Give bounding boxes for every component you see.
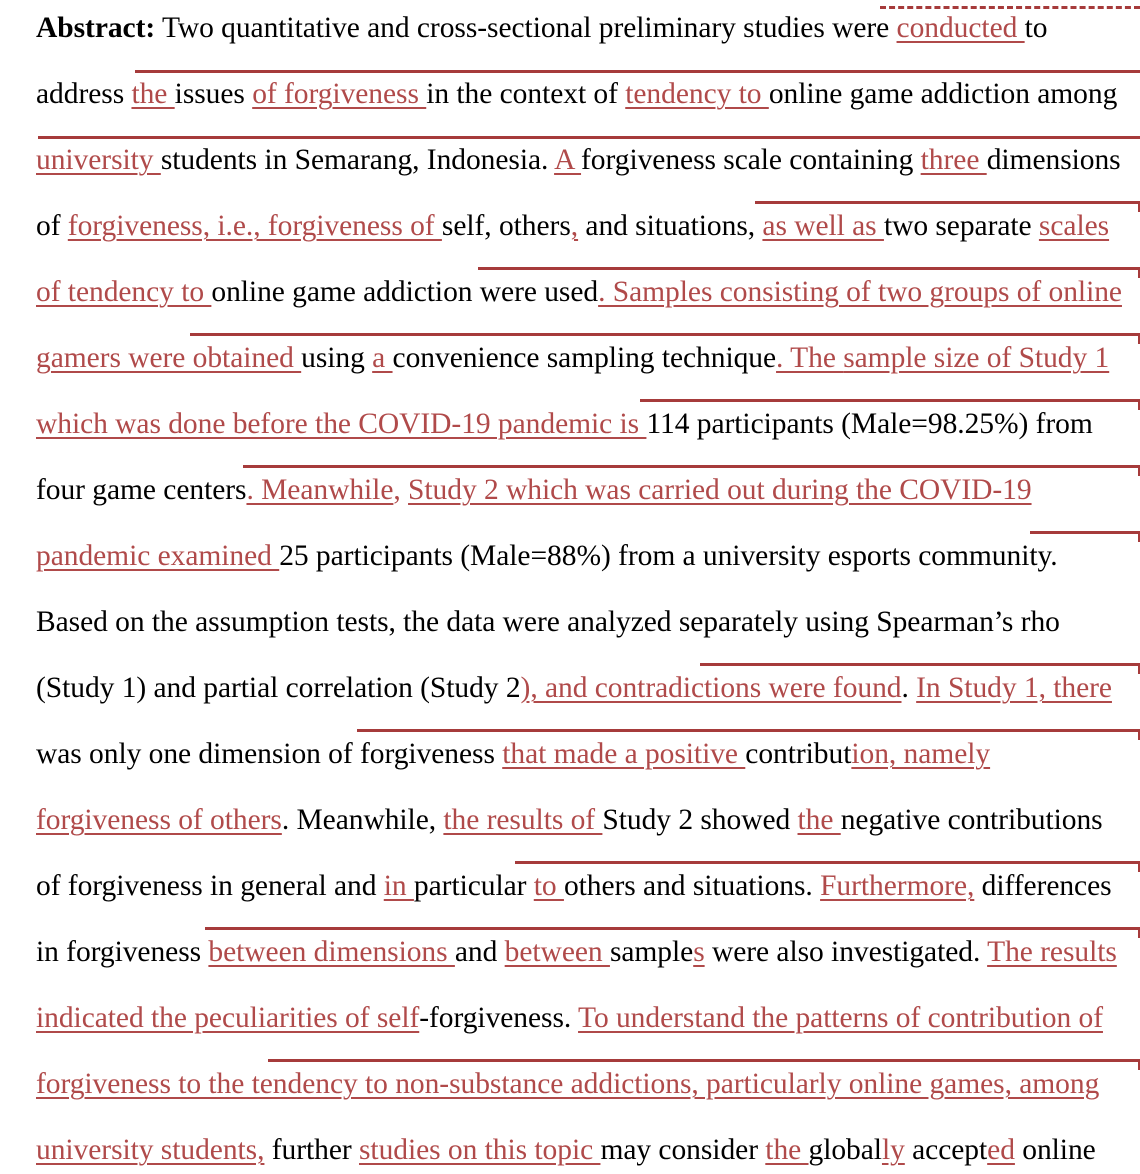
abstract-line xyxy=(36,344,1140,374)
unchanged-text-run: 25 participants (Male=88%) from a university esports community. xyxy=(279,540,1058,572)
change-bar xyxy=(38,136,1140,139)
change-bar xyxy=(1030,531,1140,534)
unchanged-text-run: address xyxy=(36,78,132,110)
change-bar xyxy=(700,663,1140,666)
unchanged-text-run: of xyxy=(36,210,68,242)
inserted-text-run: forgiveness of others xyxy=(36,804,282,836)
unchanged-text-run: Two quantitative and cross-sectional preliminary studies were xyxy=(155,12,897,44)
unchanged-text-run: accept xyxy=(904,1134,988,1166)
unchanged-text-run: students in Semarang, Indonesia. xyxy=(160,144,555,176)
abstract-label: Abstract: xyxy=(36,12,156,44)
unchanged-text-run: online game addiction among xyxy=(768,78,1118,110)
unchanged-text-run: self, others xyxy=(441,210,571,242)
inserted-text-run: to xyxy=(533,870,564,902)
inserted-text-run: ion, namely xyxy=(851,738,991,770)
unchanged-text-run: Study 2 showed xyxy=(602,804,798,836)
inserted-text-run: of tendency to xyxy=(36,276,212,308)
change-bar xyxy=(205,927,1140,930)
unchanged-text-run: . xyxy=(901,672,917,704)
inserted-text-run: scales xyxy=(1038,210,1110,242)
change-bar xyxy=(755,201,1140,204)
inserted-text-run: the xyxy=(797,804,841,836)
inserted-text-run: university students, xyxy=(36,1134,265,1166)
inserted-text-run: ly xyxy=(881,1134,905,1166)
unchanged-text-run: (Study 1) and partial correlation (Study 2 xyxy=(36,672,521,704)
unchanged-text-run: to xyxy=(1024,12,1048,44)
abstract-line xyxy=(36,212,1140,242)
abstract-line xyxy=(36,1136,1140,1166)
abstract-line xyxy=(36,278,1140,308)
inserted-text-run: . Samples consisting of two groups of online xyxy=(598,276,1122,308)
abstract-line xyxy=(36,542,1140,572)
abstract-line xyxy=(36,740,1140,770)
unchanged-text-run: in forgiveness xyxy=(36,936,209,968)
inserted-text-run: sample size of Study 1 xyxy=(843,342,1110,374)
inserted-text-run: ), and contradictions were found xyxy=(520,672,902,704)
inserted-text-run: three xyxy=(920,144,987,176)
inserted-text-run: the xyxy=(131,78,175,110)
inserted-text-run: the xyxy=(765,1134,809,1166)
unchanged-text-run: others and situations. xyxy=(563,870,821,902)
inserted-text-run: studies on this topic xyxy=(359,1134,601,1166)
inserted-text-run: A xyxy=(554,144,582,176)
inserted-text-run: The results xyxy=(987,936,1117,968)
inserted-text-run: which was done before the COVID-19 pandemic is xyxy=(36,408,647,440)
unchanged-text-run: global xyxy=(808,1134,882,1166)
unchanged-text-run: Based on the assumption tests, the data were analyzed separately using Spearman’s rho xyxy=(36,606,1060,638)
unchanged-text-run: 114 participants (Male=98.25%) from xyxy=(646,408,1093,440)
unchanged-text-run: negative contributions xyxy=(840,804,1103,836)
inserted-text-run: in xyxy=(383,870,414,902)
change-bar xyxy=(135,70,1140,73)
unchanged-text-run: may consider xyxy=(600,1134,766,1166)
abstract-line xyxy=(36,938,1140,968)
inserted-text-run: s xyxy=(693,936,705,968)
abstract-line xyxy=(36,476,1140,506)
inserted-text-run: forgiveness, i.e., forgiveness of xyxy=(67,210,442,242)
inserted-text-run: gamers were obtained xyxy=(36,342,302,374)
inserted-text-run: ed xyxy=(987,1134,1015,1166)
abstract-line xyxy=(36,80,1140,110)
abstract-line xyxy=(36,1070,1140,1100)
change-bar xyxy=(880,6,1140,9)
unchanged-text-run: and xyxy=(454,936,505,968)
abstract-line xyxy=(36,674,1140,704)
inserted-text-run: pandemic examined xyxy=(36,540,280,572)
change-bar xyxy=(640,399,1140,402)
inserted-text-run: university xyxy=(36,144,161,176)
inserted-text-run: . The xyxy=(776,342,844,374)
inserted-punctuation-run: , xyxy=(393,474,409,506)
unchanged-text-run: and situations, xyxy=(578,210,763,242)
unchanged-text-run: contribut xyxy=(745,738,852,770)
change-bar xyxy=(243,465,1140,468)
change-bar xyxy=(190,333,1140,336)
unchanged-text-run: online xyxy=(1014,1134,1096,1166)
inserted-text-run: forgiveness to the tendency to non-substance addictions, particularly online games, among xyxy=(36,1068,1100,1100)
inserted-text-run: between dimensions xyxy=(208,936,455,968)
unchanged-text-run: of forgiveness in general and xyxy=(36,870,384,902)
abstract-line xyxy=(36,1004,1140,1034)
inserted-text-run: tendency to xyxy=(625,78,769,110)
inserted-text-run: In Study 1, there xyxy=(916,672,1112,704)
unchanged-text-run: differences xyxy=(974,870,1112,902)
change-bar xyxy=(515,861,1140,864)
change-bar xyxy=(478,267,1140,270)
abstract-line xyxy=(36,14,1140,44)
inserted-text-run: of forgiveness xyxy=(252,78,427,110)
inserted-text-run: between xyxy=(504,936,610,968)
inserted-text-run: , xyxy=(570,210,579,242)
unchanged-text-run: particular xyxy=(413,870,534,902)
abstract-line xyxy=(36,872,1140,902)
inserted-text-run: as well as xyxy=(762,210,884,242)
change-bar xyxy=(268,1059,1140,1062)
inserted-text-run: . Meanwhile xyxy=(246,474,394,506)
unchanged-text-run: online game addiction were used xyxy=(211,276,599,308)
unchanged-text-run: dimensions xyxy=(986,144,1121,176)
abstract-line xyxy=(36,806,1140,836)
inserted-text-run: the results of xyxy=(443,804,603,836)
inserted-text-run: Furthermore, xyxy=(820,870,975,902)
change-bar xyxy=(357,729,1140,732)
unchanged-text-run: . Meanwhile, xyxy=(281,804,444,836)
unchanged-text-run: using xyxy=(301,342,373,374)
inserted-text-run: that made a positive xyxy=(502,738,746,770)
unchanged-text-run: sample xyxy=(609,936,694,968)
unchanged-text-run: -forgiveness. xyxy=(419,1002,579,1034)
unchanged-text-run: in the context of xyxy=(426,78,626,110)
inserted-text-run: Study 2 which was carried out during the COVID-19 xyxy=(408,474,1032,506)
abstract-line xyxy=(36,410,1140,440)
unchanged-text-run: forgiveness scale containing xyxy=(581,144,921,176)
inserted-text-run: indicated the peculiarities of self xyxy=(36,1002,420,1034)
unchanged-text-run: convenience sampling technique xyxy=(392,342,777,374)
abstract-line xyxy=(36,146,1140,176)
inserted-text-run: conducted xyxy=(896,12,1025,44)
unchanged-text-run: two separate xyxy=(883,210,1039,242)
inserted-text-run: a xyxy=(372,342,393,374)
unchanged-text-run: further xyxy=(264,1134,359,1166)
abstract-line xyxy=(36,608,1140,638)
unchanged-text-run: four game centers xyxy=(36,474,247,506)
unchanged-text-run: was only one dimension of forgiveness xyxy=(36,738,503,770)
unchanged-text-run: issues xyxy=(174,78,253,110)
unchanged-text-run: were also investigated. xyxy=(704,936,988,968)
inserted-text-run: To understand the patterns of contribution of xyxy=(578,1002,1103,1034)
